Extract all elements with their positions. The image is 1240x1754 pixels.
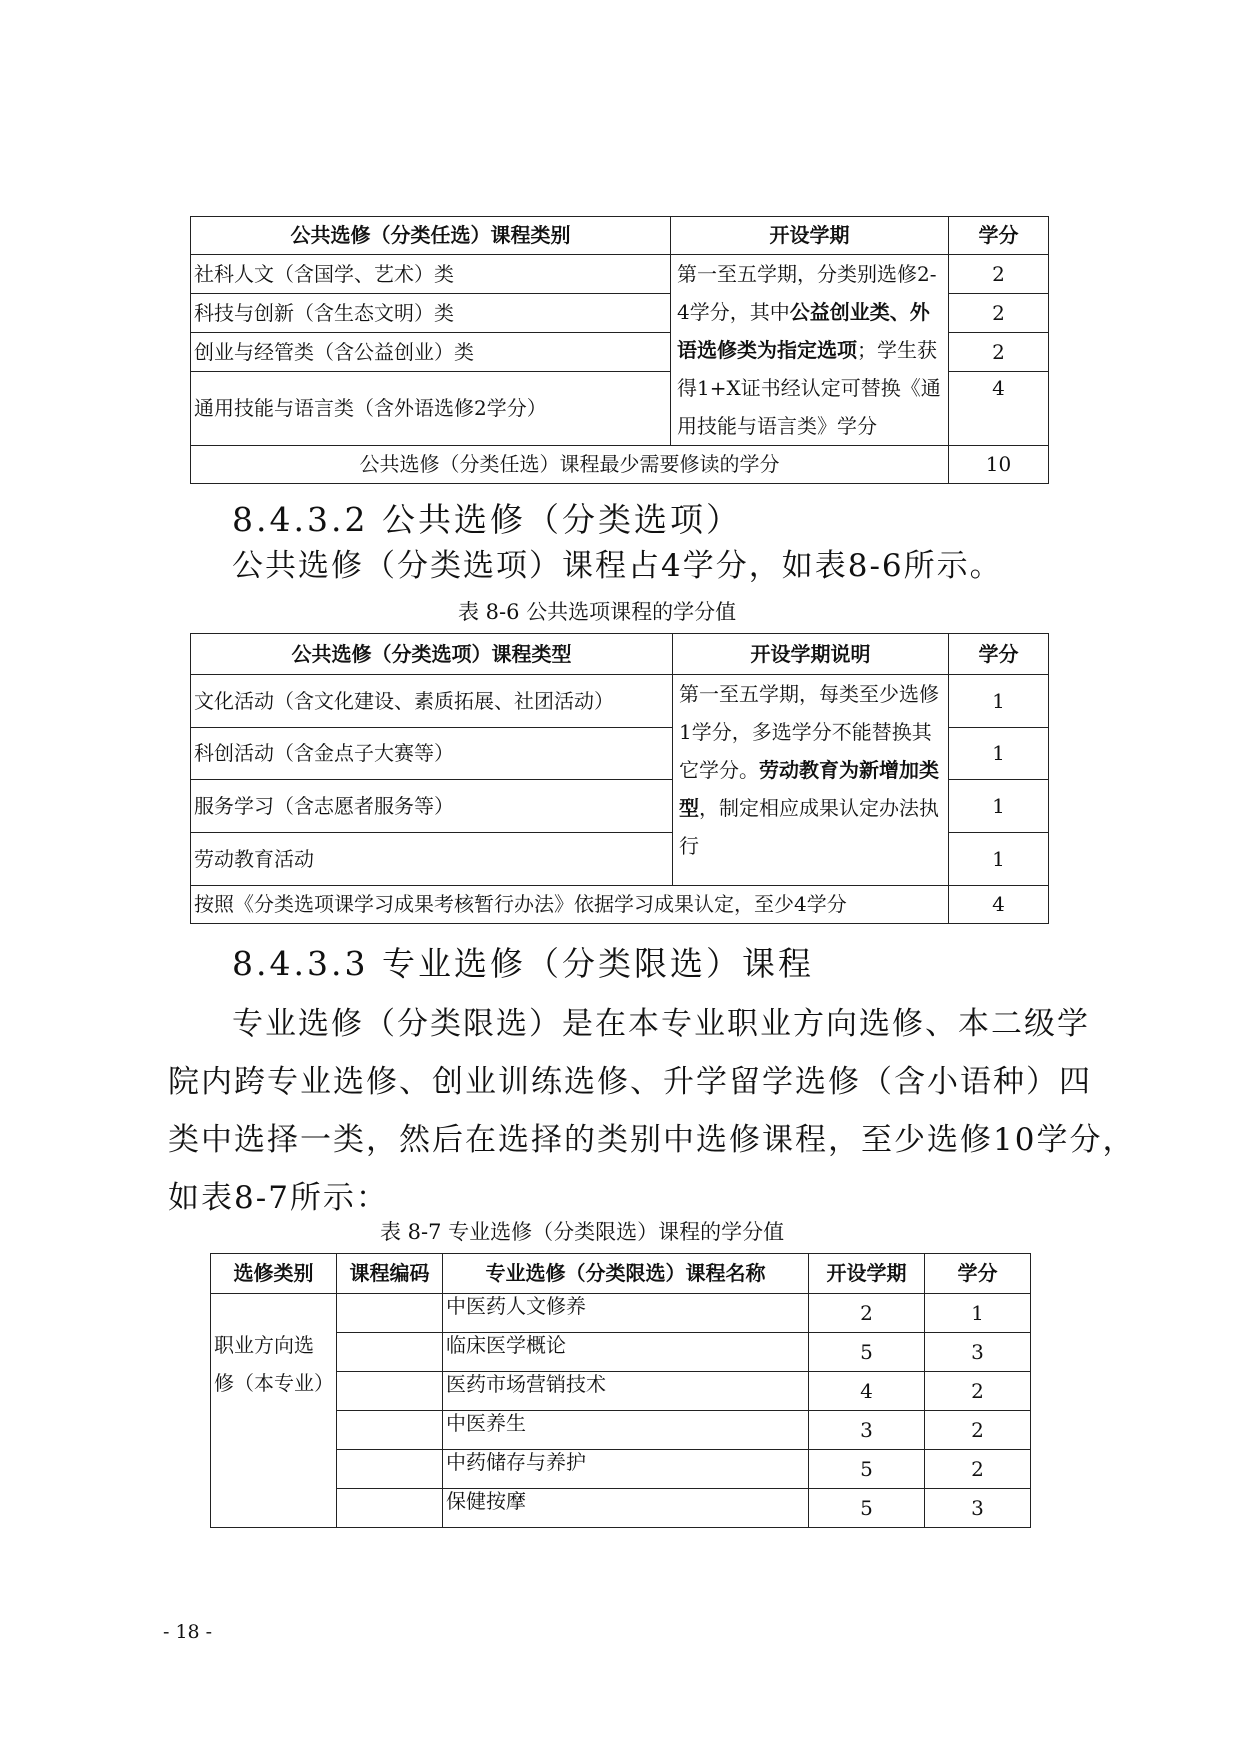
table-cell-name: 劳动教育活动 <box>191 833 673 886</box>
total-credit: 4 <box>949 886 1049 924</box>
section-paragraph-line: 专业选修（分类限选）是在本专业职业方向选修、本二级学 <box>232 1006 1090 1042</box>
section-paragraph-2: 公共选修（分类选项）课程占4学分，如表8-6所示。 <box>232 548 1003 584</box>
section-paragraph-line: 院内跨专业选修、创业训练选修、升学留学选修（含小语种）四 <box>168 1064 1092 1100</box>
table-cell-credit: 2 <box>925 1411 1031 1450</box>
table-cell-term: 5 <box>809 1450 925 1489</box>
table-cell-code <box>337 1489 443 1528</box>
header-term-desc: 开设学期说明 <box>673 634 949 675</box>
header-course-name: 专业选修（分类限选）课程名称 <box>443 1254 809 1294</box>
section-heading-2: 8.4.3.2 公共选修（分类选项） <box>232 500 742 539</box>
term-note-cell <box>673 675 949 886</box>
elective-table-1 <box>190 216 1049 484</box>
table-cell-code <box>337 1294 443 1333</box>
section-paragraph-line: 类中选择一类，然后在选择的类别中选修课程，至少选修10学分， <box>168 1122 1136 1158</box>
table-cell-credit: 1 <box>925 1294 1031 1333</box>
table-cell-credit: 1 <box>949 780 1049 833</box>
table-cell-name: 临床医学概论 <box>443 1333 809 1372</box>
header-credit: 学分 <box>949 634 1049 675</box>
table-cell-term: 3 <box>809 1411 925 1450</box>
table-caption-3: 表 8-7 专业选修（分类限选）课程的学分值 <box>380 1220 785 1244</box>
elective-table-2 <box>190 633 1049 924</box>
table-cell-credit: 3 <box>925 1489 1031 1528</box>
header-term: 开设学期 <box>671 217 949 255</box>
section-heading-3: 8.4.3.3 专业选修（分类限选）课程 <box>232 944 814 983</box>
table-cell-name: 文化活动（含文化建设、素质拓展、社团活动） <box>191 675 673 728</box>
table-cell-credit: 2 <box>949 333 1049 372</box>
header-category: 公共选修（分类任选）课程类别 <box>191 217 671 255</box>
header-type: 公共选修（分类选项）课程类型 <box>191 634 673 675</box>
table-cell-credit: 3 <box>925 1333 1031 1372</box>
table-cell-credit: 1 <box>949 833 1049 886</box>
term-note-cell <box>671 255 949 446</box>
elective-table-3 <box>210 1253 1031 1528</box>
table-cell-code <box>337 1450 443 1489</box>
total-credit: 10 <box>949 446 1049 484</box>
table-cell-name: 中医药人文修养 <box>443 1294 809 1333</box>
table-cell-term: 2 <box>809 1294 925 1333</box>
table-cell-credit: 4 <box>949 372 1049 446</box>
header-credit: 学分 <box>949 217 1049 255</box>
table-cell-credit: 1 <box>949 675 1049 728</box>
table-cell-code <box>337 1372 443 1411</box>
table-cell-name: 医药市场营销技术 <box>443 1372 809 1411</box>
table-cell-name: 科技与创新（含生态文明）类 <box>191 294 671 333</box>
table-cell-name: 创业与经管类（含公益创业）类 <box>191 333 671 372</box>
table-cell-name: 中医养生 <box>443 1411 809 1450</box>
table-cell-credit: 2 <box>925 1372 1031 1411</box>
section-paragraph-line: 如表8-7所示： <box>168 1180 389 1216</box>
term-note: 第一至五学期，分类别选修2-4学分，其中公益创业类、外语选修类为指定选项；学生获得1+X证书经认定可替换《通用技能与语言类》学分 <box>677 262 941 438</box>
table-cell-name: 通用技能与语言类（含外语选修2学分） <box>191 372 671 446</box>
table-caption-2: 表 8-6 公共选项课程的学分值 <box>458 600 737 624</box>
page-number: - 18 - <box>163 1621 213 1643</box>
category-cell: 职业方向选修（本专业） <box>211 1294 337 1528</box>
total-label: 公共选修（分类任选）课程最少需要修读的学分 <box>191 446 949 484</box>
table-cell-code <box>337 1411 443 1450</box>
term-note: 第一至五学期，每类至少选修1学分，多选学分不能替换其它学分。劳动教育为新增加类型，制定相应成果认定办法执行 <box>679 682 939 858</box>
table-cell-credit: 2 <box>949 255 1049 294</box>
header-term: 开设学期 <box>809 1254 925 1294</box>
table-cell-credit: 1 <box>949 728 1049 780</box>
table-cell-credit: 2 <box>949 294 1049 333</box>
table-cell-name: 服务学习（含志愿者服务等） <box>191 780 673 833</box>
table-cell-name: 科创活动（含金点子大赛等） <box>191 728 673 780</box>
table-cell-name: 中药储存与养护 <box>443 1450 809 1489</box>
table-cell-term: 5 <box>809 1489 925 1528</box>
table-cell-credit: 2 <box>925 1450 1031 1489</box>
table-cell-code <box>337 1333 443 1372</box>
table-cell-name: 保健按摩 <box>443 1489 809 1528</box>
header-credit: 学分 <box>925 1254 1031 1294</box>
table-cell-term: 5 <box>809 1333 925 1372</box>
header-code: 课程编码 <box>337 1254 443 1294</box>
total-label: 按照《分类选项课学习成果考核暂行办法》依据学习成果认定，至少4学分 <box>191 886 949 924</box>
table-cell-term: 4 <box>809 1372 925 1411</box>
table-cell-name: 社科人文（含国学、艺术）类 <box>191 255 671 294</box>
header-category: 选修类别 <box>211 1254 337 1294</box>
